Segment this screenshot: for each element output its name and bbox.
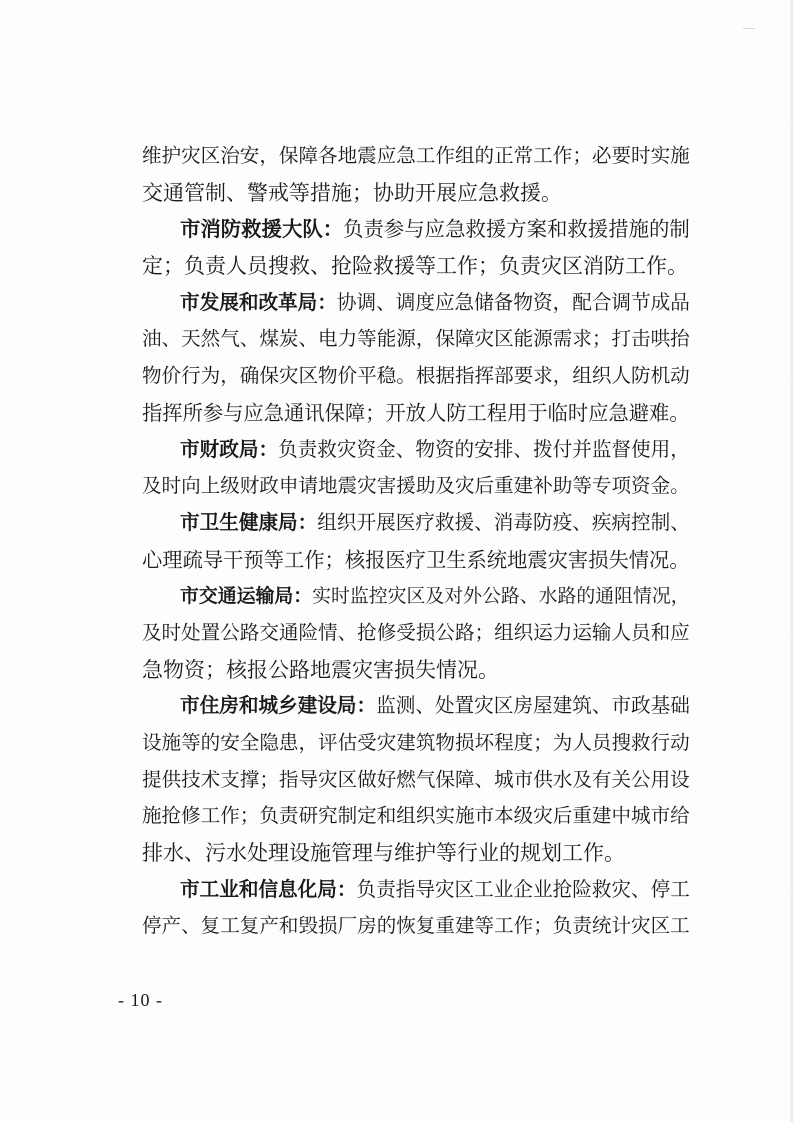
line-text: 交通管制、警戒等措施；协助开展应急救援。 (142, 180, 562, 205)
line-text: 负责救灾资金、物资的安排、拨付并监督使用， (278, 437, 690, 461)
text-line (142, 211, 690, 248)
page-number: - 10 - (118, 990, 163, 1010)
line-text: 实时监控灾区及对外公路、水路的通阻情况， (312, 585, 690, 608)
line-text: 停产、复工复产和毁损厂房的恢复重建等工作；负责统计灾区工 (142, 914, 690, 938)
text-line (142, 615, 690, 652)
line-text: 协调、调度应急储备物资，配合调节成品 (336, 290, 690, 314)
document-body (142, 138, 690, 945)
line-text: 及时向上级财政申请地震灾害援助及灾后重建补助等专项资金。 (142, 474, 690, 498)
text-line (142, 578, 690, 615)
line-text: 油、天然气、煤炭、电力等能源，保障灾区能源需求；打击哄抬 (142, 327, 690, 351)
text-line (142, 358, 690, 395)
text-line (142, 248, 690, 285)
line-text: 设施等的安全隐患，评估受灾建筑物损坏程度；为人员搜救行动 (142, 731, 690, 754)
line-text: 物价行为，确保灾区物价平稳。根据指挥部要求，组织人防机动 (142, 364, 690, 388)
department-name: 市消防救援大队： (180, 217, 344, 242)
line-text: 排水、污水处理设施管理与维护等行业的规划工作。 (142, 841, 625, 866)
line-text: 指挥所参与应急通讯保障；开放人防工程用于临时应急避难。 (142, 400, 690, 425)
text-line (142, 835, 690, 872)
line-text: 施抢修工作；负责研究制定和组织实施市本级灾后重建中城市给 (142, 804, 690, 828)
text-line (142, 175, 690, 212)
line-text: 维护灾区治安，保障各地震应急工作组的正常工作；必要时实施 (142, 144, 690, 167)
text-line (142, 395, 690, 432)
line-text: 负责指导灾区工业企业抢险救灾、停工 (356, 877, 690, 901)
text-line (142, 542, 690, 579)
line-text: 急物资；核报公路地震灾害损失情况。 (142, 657, 499, 682)
line-text: 负责参与应急救援方案和救援措施的制 (343, 217, 690, 242)
department-name: 市交通运输局： (180, 585, 313, 608)
department-name: 市财政局： (180, 437, 279, 461)
text-line (142, 285, 690, 322)
text-line (142, 688, 690, 725)
department-name: 市工业和信息化局： (180, 877, 357, 901)
text-line (142, 432, 690, 469)
department-name: 市住房和城乡建设局： (180, 694, 377, 718)
line-text: 监测、处置灾区房屋建筑、市政基础 (376, 694, 690, 718)
line-text: 组织开展医疗救援、消毒防疫、疾病控制、 (317, 510, 690, 534)
line-text: 心理疏导干预等工作；核报医疗卫生系统地震灾害损失情况。 (142, 547, 690, 572)
department-name: 市发展和改革局： (180, 290, 337, 314)
text-line (142, 908, 690, 945)
text-line (142, 321, 690, 358)
text-line (142, 505, 690, 542)
text-line (142, 872, 690, 909)
text-line (142, 468, 690, 505)
text-line (142, 798, 690, 835)
line-text: 提供技术支撑；指导灾区做好燃气保障、城市供水及有关公用设 (142, 767, 690, 791)
department-name: 市卫生健康局： (180, 510, 318, 534)
text-line (142, 725, 690, 762)
line-text: 及时处置公路交通险情、抢修受损公路；组织运力运输人员和应 (142, 620, 690, 644)
line-text: 定；负责人员搜救、抢险救援等工作；负责灾区消防工作。 (142, 254, 688, 279)
text-line (142, 762, 690, 799)
text-line (142, 138, 690, 175)
text-line (142, 652, 690, 689)
scan-corner-mark (743, 28, 755, 35)
